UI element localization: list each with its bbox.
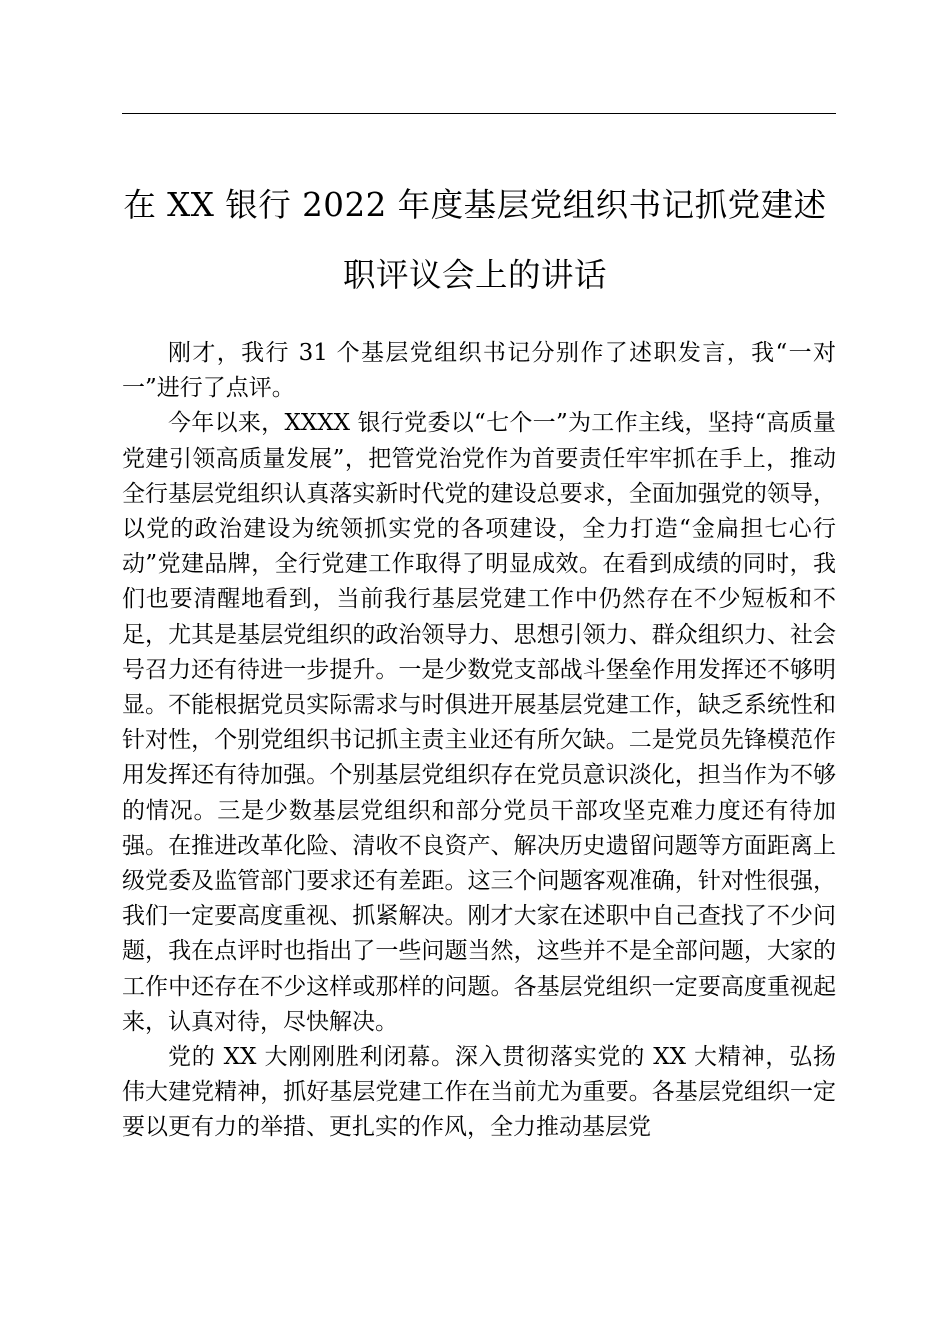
body-paragraph-2: 今年以来，XXXX 银行党委以“七个一”为工作主线，坚持“高质量党建引领高质量发展”，把管党治党作为首要责任牢牢抓在手上，推动全行基层党组织认真落实新时代党的建设总要求，全面加强党的领导，以党的政治建设为统领抓实党的各项建设，全力打造“金扁担七心行动”党建品牌，全行党建工作取得了明显成效。在看到成绩的同时，我们也要清醒地看到，当前我行基层党建工作中仍然存在不少短板和不足，尤其是基层党组织的政治领导力、思想引领力、群众组织力、社会号召力还有待进一步提升。一是少数党支部战斗堡垒作用发挥还不够明显。不能根据党员实际需求与时俱进开展基层党建工作，缺乏系统性和针对性，个别党组织书记抓主责主业还有所欠缺。二是党员先锋模范作用发挥还有待加强。个别基层党组织存在党员意识淡化，担当作为不够的情况。三是少数基层党组织和部分党员干部攻坚克难力度还有待加强。在推进改革化险、清收不良资产、解决历史遗留问题等方面距离上级党委及监管部门要求还有差距。这三个问题客观准确，针对性很强，我们一定要高度重视、抓紧解决。刚才大家在述职中自己查找了不少问题，我在点评时也指出了一些问题当然，这些并不是全部问题，大家的工作中还存在不少这样或那样的问题。各基层党组织一定要高度重视起来，认真对待，尽快解决。: [122, 410, 836, 1035]
document-body: [122, 336, 836, 1146]
body-paragraph-3: 党的 XX 大刚刚胜利闭幕。深入贯彻落实党的 XX 大精神，弘扬伟大建党精神，抓好基层党建工作在当前尤为重要。各基层党组织一定要以更有力的举措、更扎实的作风，全力推动基层党: [122, 1044, 836, 1141]
title-line-2: 职评议会上的讲话: [342, 256, 607, 294]
header-rule: [122, 113, 836, 114]
document-title: [100, 170, 850, 310]
body-paragraph-1: 刚才，我行 31 个基层党组织书记分别作了述职发言，我“一对一”进行了点评。: [122, 340, 836, 402]
title-line-1: 在 XX 银行 2022 年度基层党组织书记抓党建述: [123, 186, 827, 224]
